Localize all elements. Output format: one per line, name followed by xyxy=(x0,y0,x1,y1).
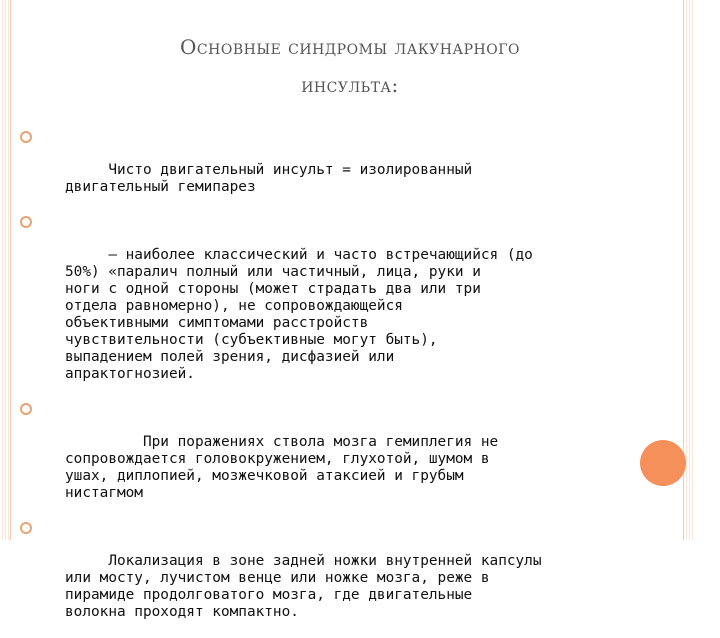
slide-title xyxy=(60,28,640,104)
bullet-item xyxy=(18,400,618,519)
bullet-circle-icon xyxy=(20,131,32,143)
bullet-circle-icon xyxy=(20,403,32,415)
orange-circle-decoration xyxy=(640,440,686,486)
bullet-circle-icon xyxy=(20,522,32,534)
bullet-item xyxy=(18,519,618,638)
bullet-text: Чисто двигательный инсульт = изолированный двигательный гемипарез xyxy=(65,162,473,195)
slide-title-line-1: Основные синдромы лакунарного xyxy=(180,35,520,59)
slide-title-line-2: инсульта: xyxy=(301,73,399,97)
bullet-list xyxy=(18,128,618,638)
bullet-circle-icon xyxy=(20,216,32,228)
left-frame-decoration xyxy=(0,0,11,540)
bullet-item xyxy=(18,128,618,213)
bullet-text: При поражениях ствола мозга гемиплегия не сопровождается головокружением, глухотой, шумом в ушах, диплопией, мозжечковой атаксией и грубым нистагмом xyxy=(65,434,499,501)
bullet-text: Локализация в зоне задней ножки внутренней капсулы или мосту, лучистом венце или ножке мозга, реже в пирамиде продолговатого мозга, где двигательные волокна проходят компактно. xyxy=(65,553,542,620)
bullet-text: – наиболее классический и часто встречающийся (до 50%) «паралич полный или частичный, лица, руки и ноги с одной стороны (может страдать два или три отдела равномерно), не сопровождающейся объективными симптомами расстройств чувствительности (субъективные могут быть), выпадением полей зрения, дисфазией или апрактогнозией. xyxy=(65,247,533,382)
bullet-item xyxy=(18,213,618,400)
